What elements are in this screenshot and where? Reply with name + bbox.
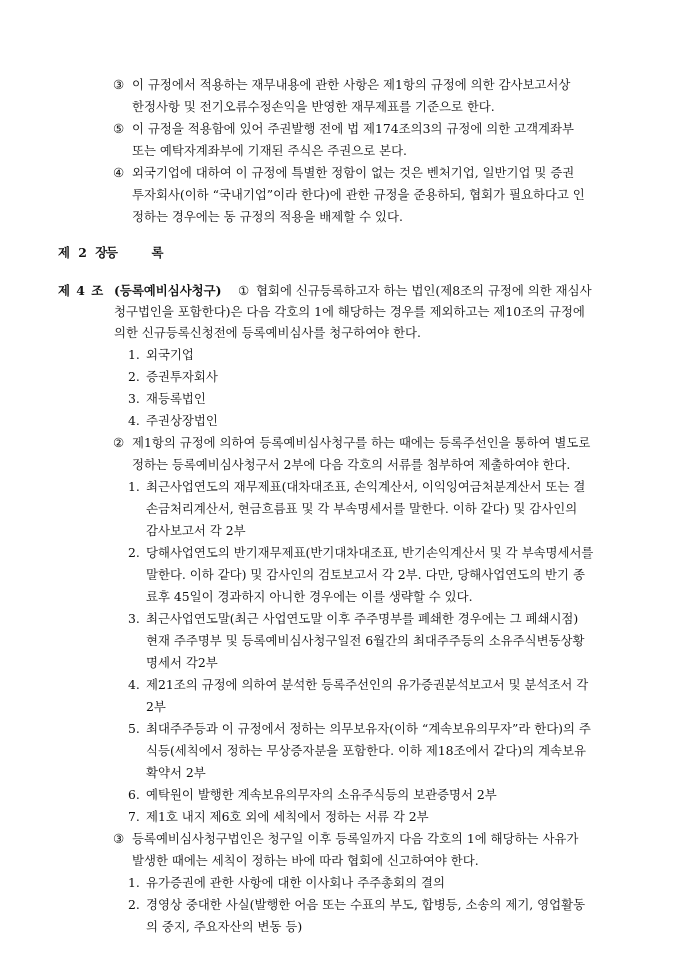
article-4-paragraph-3-marker: ③ — [113, 831, 125, 846]
list-item-number: 5. — [128, 721, 140, 736]
list-item — [128, 412, 218, 429]
list-item-line: 최근사업연도말(최근 사업연도말 이후 주주명부를 폐쇄한 경우에는 그 폐쇄시점) — [146, 611, 579, 626]
list-item — [128, 390, 206, 407]
list-item-line: 명세서 각2부 — [146, 655, 218, 670]
article-4-paragraph-2-marker: ② — [113, 435, 125, 450]
list-item-number: 3. — [128, 391, 140, 406]
article-4-line-1: 협회에 신규등록하고자 하는 법인(제8조의 규정에 의한 재심사 — [256, 283, 592, 298]
list-item — [128, 368, 218, 385]
article-4-paragraph-3-line-2: 발생한 때에는 세칙이 정하는 바에 따라 협회에 신고하여야 한다. — [132, 853, 479, 868]
chapter-title: 등 록 — [106, 245, 166, 260]
chapter-label: 제 2 장 — [58, 245, 110, 260]
list-item-text: 증권투자회사 — [146, 369, 218, 384]
paragraph-4-line-1: 외국기업에 대하여 이 규정에 특별한 정함이 없는 것은 벤처기업, 일반기업 및 증권 — [132, 165, 575, 180]
list-item-text: 외국기업 — [146, 347, 194, 362]
list-item-line: 의 중지, 주요자산의 변동 등) — [146, 919, 303, 934]
paragraph-5-line-2: 또는 예탁자계좌부에 기재된 주식은 주권으로 본다. — [132, 143, 407, 158]
list-item-number: 1. — [128, 875, 140, 890]
list-item-number: 3. — [128, 611, 140, 626]
article-4-title: (등록예비심사청구) — [114, 283, 222, 298]
article-4-line-2: 청구법인을 포함한다)은 다음 각호의 1에 해당하는 경우를 제외하고는 제10조의 규정에 — [114, 304, 585, 319]
list-item-line: 확약서 2부 — [146, 765, 206, 780]
paragraph-4-marker: ④ — [113, 165, 125, 180]
paragraph-4-line-2: 투자회사(이하 “국내기업”이라 한다)에 관한 규정을 준용하되, 협회가 필요하다고 인 — [132, 187, 585, 202]
list-item-number: 6. — [128, 787, 140, 802]
list-item-line: 료후 45일이 경과하지 아니한 경우에는 이를 생략할 수 있다. — [146, 589, 473, 604]
paragraph-3-line-2: 한정사항 및 전기오류수정손익을 반영한 재무제표를 기준으로 한다. — [132, 99, 495, 114]
list-item-line: 제1호 내지 제6호 외에 세칙에서 정하는 서류 각 2부 — [146, 809, 429, 824]
list-item-text: 재등록법인 — [146, 391, 206, 406]
list-item-number: 2. — [128, 369, 140, 384]
paragraph-3-marker: ③ — [113, 77, 125, 92]
list-item-number: 4. — [128, 677, 140, 692]
paragraph-5-line-1: 이 규정을 적용함에 있어 주권발행 전에 법 제174조의3의 규정에 의한 고객계좌부 — [132, 121, 574, 136]
list-item-number: 4. — [128, 413, 140, 428]
article-4-line-3: 의한 신규등록신청전에 등록예비심사를 청구하여야 한다. — [114, 325, 421, 340]
list-item-line: 2부 — [146, 699, 166, 714]
list-item-line: 감사보고서 각 2부 — [146, 523, 246, 538]
paragraph-3-line-1: 이 규정에서 적용하는 재무내용에 관한 사항은 제1항의 규정에 의한 감사보고서상 — [132, 77, 571, 92]
list-item-number: 2. — [128, 897, 140, 912]
list-item-number: 2. — [128, 545, 140, 560]
list-item-number: 1. — [128, 347, 140, 362]
list-item-line: 현재 주주명부 및 등록예비심사청구일전 6월간의 최대주주등의 소유주식변동상황 — [146, 633, 585, 648]
list-item-line: 최근사업연도의 재무제표(대차대조표, 손익계산서, 이익잉여금처분계산서 또는 결 — [146, 479, 586, 494]
list-item-line: 식등(세칙에서 정하는 무상증자분을 포함한다. 이하 제18조에서 같다)의 계속보유 — [146, 743, 586, 758]
article-4-marker: ① — [238, 283, 250, 298]
list-item-text: 주권상장법인 — [146, 413, 218, 428]
list-item-line: 말한다. 이하 같다) 및 감사인의 검토보고서 각 2부. 다만, 당해사업연도의 반기 종 — [146, 567, 585, 582]
list-item-line: 제21조의 규정에 의하여 분석한 등록주선인의 유가증권분석보고서 및 분석조서 각 — [146, 677, 589, 692]
list-item — [128, 346, 194, 363]
list-item-number: 7. — [128, 809, 140, 824]
paragraph-5-marker: ⑤ — [113, 121, 125, 136]
list-item-line: 유가증권에 관한 사항에 대한 이사회나 주주총회의 결의 — [146, 875, 445, 890]
paragraph-4-line-3: 정하는 경우에는 동 규정의 적용을 배제할 수 있다. — [132, 209, 403, 224]
article-4-label: 제 4 조 — [58, 283, 105, 298]
list-item-number: 1. — [128, 479, 140, 494]
article-4-paragraph-2-line-1: 제1항의 규정에 의하여 등록예비심사청구를 하는 때에는 등록주선인을 통하여 별도로 — [132, 435, 591, 450]
list-item-line: 당해사업연도의 반기재무제표(반기대차대조표, 반기손익계산서 및 각 부속명세서를 — [146, 545, 594, 560]
list-item-line: 예탁원이 발행한 계속보유의무자의 소유주식등의 보관증명서 2부 — [146, 787, 497, 802]
article-4-paragraph-2-line-2: 정하는 등록예비심사청구서 2부에 다음 각호의 서류를 첨부하여 제출하여야 한다. — [132, 457, 571, 472]
list-item-line: 최대주주등과 이 규정에서 정하는 의무보유자(이하 “계속보유의무자”라 한다)의 주 — [146, 721, 591, 736]
list-item-line: 경영상 중대한 사실(발행한 어음 또는 수표의 부도, 합병등, 소송의 제기, 영업활동 — [146, 897, 586, 912]
article-4-paragraph-3-line-1: 등록예비심사청구법인은 청구일 이후 등록일까지 다음 각호의 1에 해당하는 사유가 — [132, 831, 579, 846]
list-item-line: 손금처리계산서, 현금흐름표 및 각 부속명세서를 말한다. 이하 같다) 및 감사인의 — [146, 501, 578, 516]
